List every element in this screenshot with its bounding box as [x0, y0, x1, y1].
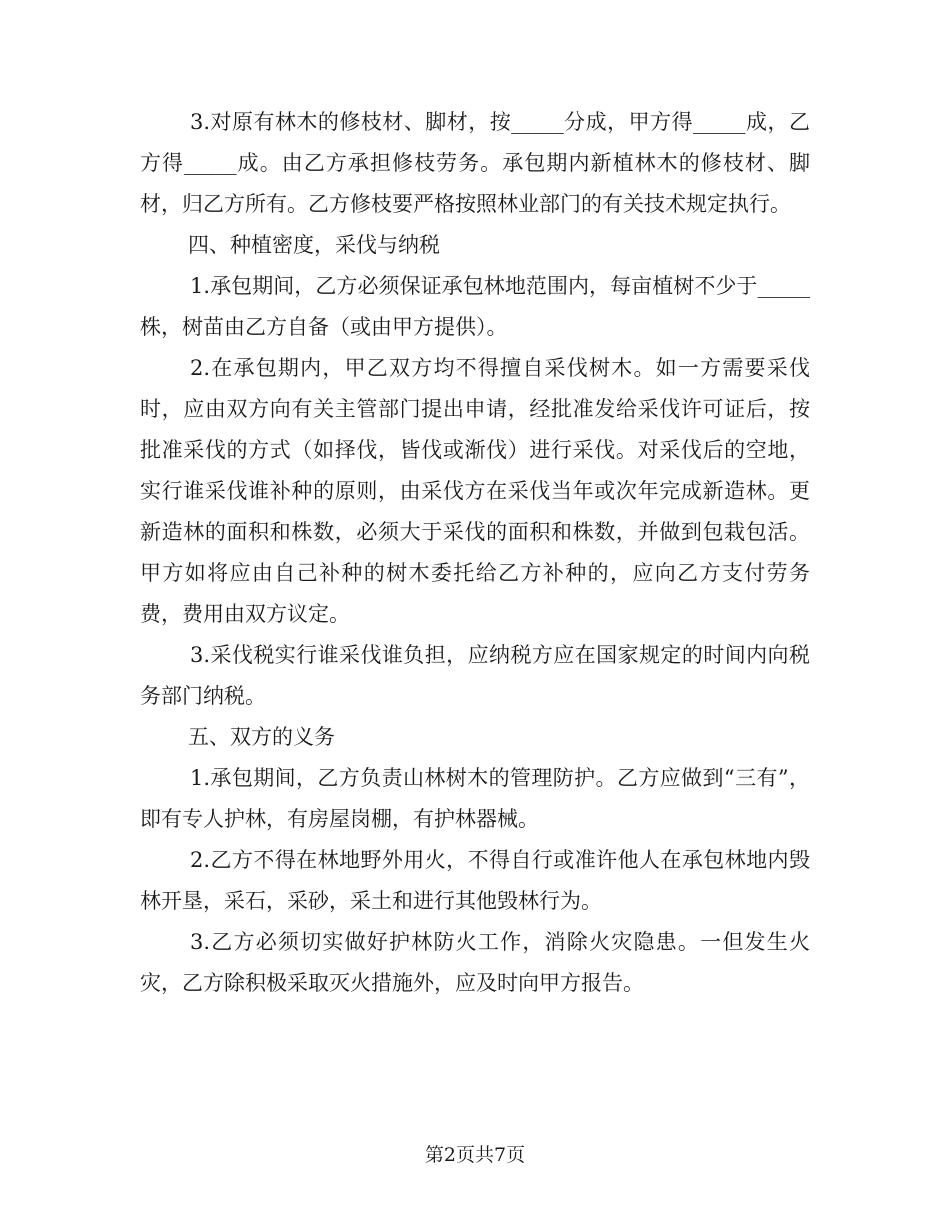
section-heading-obligations: 五、双方的义务 — [188, 725, 335, 749]
section-heading-planting-logging-tax: 四、种植密度，采伐与纳税 — [188, 233, 440, 257]
clause-2-fire-and-deforestation: 2.乙方不得在林地野外用火，不得自行或准许他人在承包林地内毁林开垦，采石，采砂，采土和进行其他毁林行为。 — [140, 848, 810, 913]
clause-1-forest-protection: 1.承包期间，乙方负责山林树木的管理防护。乙方应做到“三有”，即有专人护林，有房屋岗棚，有护林器械。 — [140, 766, 810, 831]
clause-3-logging-tax: 3.采伐税实行谁采伐谁负担，应纳税方应在国家规定的时间内向税务部门纳税。 — [140, 643, 810, 708]
page-number: 第2页共7页 — [424, 1144, 526, 1166]
clause-3-fire-prevention: 3.乙方必须切实做好护林防火工作，消除火灾隐患。一但发生火灾，乙方除积极采取灭火措施外，应及时向甲方报告。 — [140, 930, 810, 995]
clause-3-pruning-timber: 3.对原有林木的修枝材、脚材，按_____分成，甲方得_____成，乙方得_____成。由乙方承担修枝劳务。承包期内新植林木的修枝材、脚材，归乙方所有。乙方修枝要严格按照林业部门的有关技术规定执行。 — [140, 110, 810, 216]
clause-1-planting-density: 1.承包期间，乙方必须保证承包林地范围内，每亩植树不少于_____株，树苗由乙方自备（或由甲方提供）。 — [140, 274, 810, 339]
document-body — [140, 102, 810, 1004]
clause-2-logging-rules: 2.在承包期内，甲乙双方均不得擅自采伐树木。如一方需要采伐时，应由双方向有关主管部门提出申请，经批准发给采伐许可证后，按批准采伐的方式（如择伐，皆伐或渐伐）进行采伐。对采伐后的空地，实行谁采伐谁补种的原则，由采伐方在采伐当年或次年完成新造林。更新造林的面积和株数，必须大于采伐的面积和株数，并做到包栽包活。甲方如将应由自己补种的树木委托给乙方补种的，应向乙方支付劳务费，费用由双方议定。 — [140, 356, 810, 626]
